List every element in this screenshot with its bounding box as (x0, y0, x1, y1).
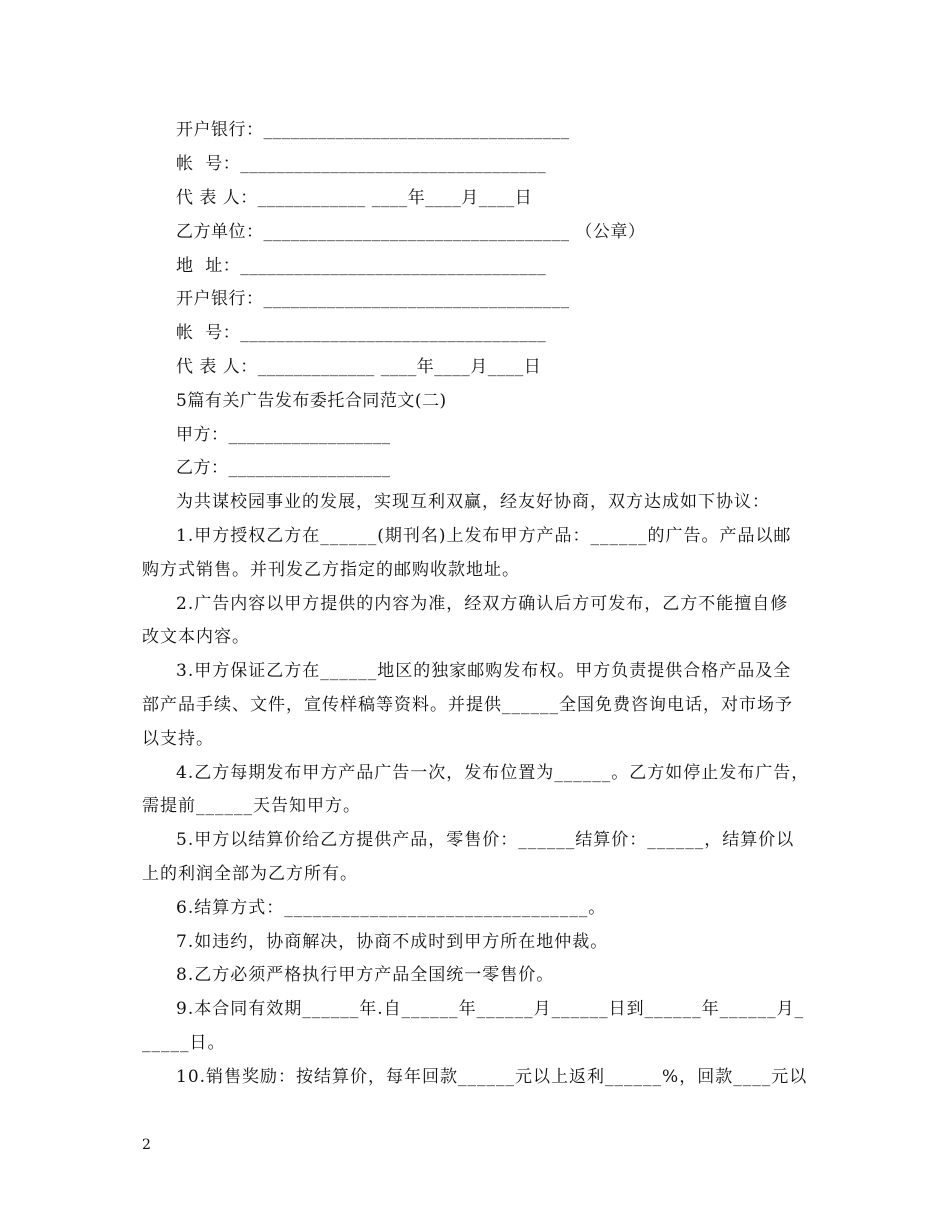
clause-10-line-1: 10.销售奖励：按结算价，每年回款______元以上返利______%，回款____元以 (176, 1067, 808, 1087)
party-b-line: 乙方：__________________ (176, 458, 391, 478)
clause-7: 7.如违约，协商解决，协商不成时到甲方所在地仲裁。 (176, 932, 609, 952)
address-line: 地 址：__________________________________ (176, 256, 547, 276)
account-number-line-1: 帐 号：__________________________________ (176, 154, 547, 174)
clause-3-line-1: 3.甲方保证乙方在______地区的独家邮购发布权。甲方负责提供合格产品及全 (176, 661, 792, 681)
bank-account-line-1: 开户银行：__________________________________ (176, 120, 570, 140)
clause-8: 8.乙方必须严格执行甲方产品全国统一零售价。 (176, 965, 555, 985)
representative-date-line-1: 代 表 人：____________ ____年____月____日 (176, 188, 533, 208)
page-number: 2 (142, 1137, 151, 1153)
clause-5-line-1: 5.甲方以结算价给乙方提供产品，零售价：______结算价：______，结算价以 (176, 830, 795, 850)
party-b-unit-line: 乙方单位：__________________________________ （公章） (176, 222, 646, 242)
clause-4-line-2: 需提前______天告知甲方。 (142, 796, 361, 816)
bank-account-line-2: 开户银行：__________________________________ (176, 289, 570, 309)
section-title: 5篇有关广告发布委托合同范文(二) (176, 391, 447, 411)
agreement-intro: 为共谋校园事业的发展，实现互利双赢，经友好协商，双方达成如下协议： (176, 492, 770, 512)
clause-9-line-2: _____日。 (142, 1033, 226, 1053)
clause-1-line-2: 购方式销售。并刊发乙方指定的邮购收款地址。 (142, 560, 520, 580)
party-a-line: 甲方：__________________ (176, 425, 391, 445)
clause-6: 6.结算方式：________________________________。 (176, 898, 607, 918)
clause-5-line-2: 上的利润全部为乙方所有。 (142, 864, 358, 884)
account-number-line-2: 帐 号：__________________________________ (176, 323, 547, 343)
clause-1-line-1: 1.甲方授权乙方在______(期刊名)上发布甲方产品：______的广告。产品以邮 (176, 526, 792, 546)
representative-date-line-2: 代 表 人：_____________ ____年____月____日 (176, 357, 542, 377)
clause-9-line-1: 9.本合同有效期______年.自______年______月______日到______年______月_ (176, 999, 805, 1019)
clause-3-line-2: 部产品手续、文件，宣传样稿等资料。并提供______全国免费咨询电话，对市场予 (142, 695, 793, 715)
clause-3-line-3: 以支持。 (142, 729, 214, 749)
clause-4-line-1: 4.乙方每期发布甲方产品广告一次，发布位置为______。乙方如停止发布广告， (176, 763, 810, 783)
clause-2-line-2: 改文本内容。 (142, 627, 250, 647)
clause-2-line-1: 2.广告内容以甲方提供的内容为准，经双方确认后方可发布，乙方不能擅自修 (176, 594, 789, 614)
